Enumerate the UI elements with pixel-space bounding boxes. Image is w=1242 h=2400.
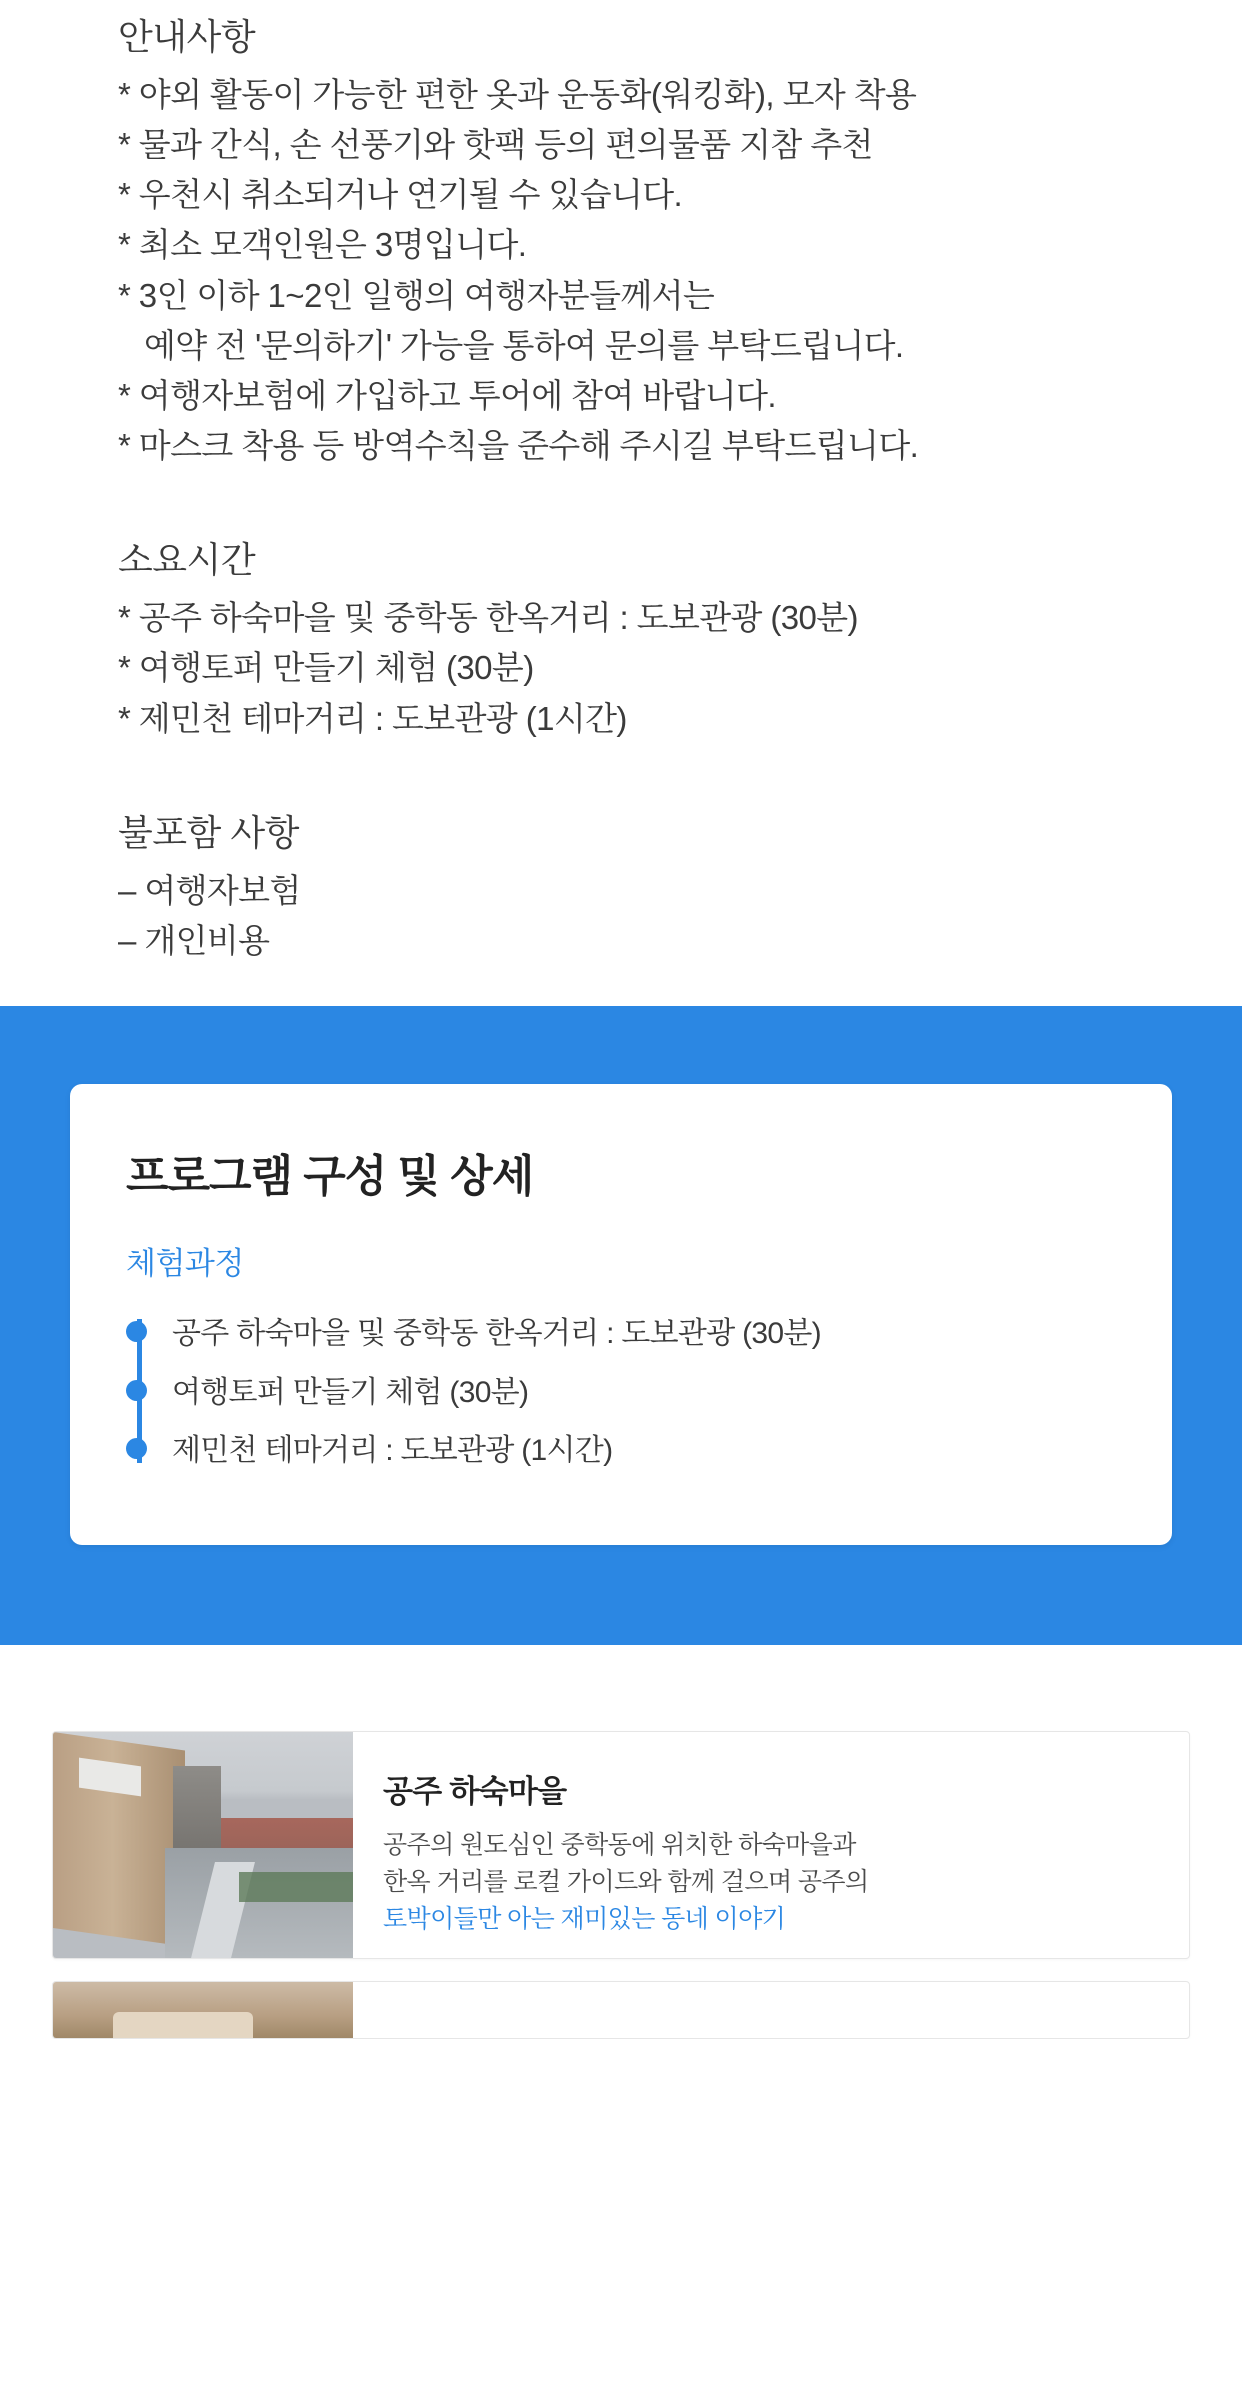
notice-block-duration xyxy=(118,533,1124,743)
timeline-dot-icon xyxy=(126,1380,147,1401)
spot-title: 공주 하숙마을 xyxy=(383,1773,567,1809)
notice-line: * 제민천 테마거리 : 도보관광 (1시간) xyxy=(118,699,627,737)
notice-section xyxy=(0,0,1242,1006)
program-timeline xyxy=(126,1305,1116,1481)
notice-block-guide xyxy=(118,10,1124,471)
timeline-dot-icon xyxy=(126,1438,147,1459)
program-card xyxy=(70,1084,1172,1545)
spot-card[interactable] xyxy=(52,1731,1190,1959)
spot-body xyxy=(353,1732,1189,1958)
notice-line: – 여행자보험 xyxy=(118,871,301,909)
notice-line: * 여행토퍼 만들기 체험 (30분) xyxy=(118,649,534,687)
spot-list xyxy=(0,1645,1242,2039)
timeline-item-label: 제민천 테마거리 : 도보관광 (1시간) xyxy=(172,1434,613,1468)
notice-line: * 3인 이하 1~2인 일행의 여행자분들께서는 xyxy=(118,276,715,314)
program-title: 프로그램 구성 및 상세 xyxy=(126,1152,534,1202)
notice-heading: 불포함 사항 xyxy=(118,811,299,853)
timeline-item xyxy=(172,1364,1116,1423)
spot-body xyxy=(353,1982,1189,2038)
notice-line: * 야외 활동이 가능한 편한 옷과 운동화(워킹화), 모자 착용 xyxy=(118,76,917,113)
notice-line: * 공주 하숙마을 및 중학동 한옥거리 : 도보관광 (30분) xyxy=(118,599,858,637)
program-section xyxy=(0,1006,1242,1645)
spot-description-link[interactable]: 토박이들만 아는 재미있는 동네 이야기 xyxy=(383,1904,786,1933)
spot-card[interactable] xyxy=(52,1981,1190,2039)
notice-heading: 소요시간 xyxy=(118,539,256,581)
spot-description xyxy=(383,1827,1159,1938)
notice-line: * 마스크 착용 등 방역수칙을 준수해 주시길 부탁드립니다. xyxy=(118,427,919,465)
program-subtitle: 체험과정 xyxy=(126,1246,244,1282)
timeline-item-label: 여행토퍼 만들기 체험 (30분) xyxy=(172,1375,529,1409)
notice-line: * 물과 간식, 손 선풍기와 핫팩 등의 편의물품 지참 추천 xyxy=(118,126,873,164)
spot-photo xyxy=(53,1982,353,2038)
spot-photo xyxy=(53,1732,353,1958)
notice-line: * 우천시 취소되거나 연기될 수 있습니다. xyxy=(118,176,683,214)
notice-line: – 개인비용 xyxy=(118,921,270,959)
timeline-dot-icon xyxy=(126,1321,147,1342)
spot-description-line: 공주의 원도심인 중학동에 위치한 하숙마을과 xyxy=(383,1830,856,1859)
spot-description-line: 한옥 거리를 로컬 가이드와 함께 걸으며 공주의 xyxy=(383,1867,869,1896)
timeline-item xyxy=(172,1422,1116,1481)
timeline-item-label: 공주 하숙마을 및 중학동 한옥거리 : 도보관광 (30분) xyxy=(172,1317,821,1351)
notice-line: * 최소 모객인원은 3명입니다. xyxy=(118,226,527,264)
timeline-item xyxy=(172,1305,1116,1364)
notice-block-exclusions xyxy=(118,806,1124,966)
notice-heading: 안내사항 xyxy=(118,16,256,57)
notice-line: * 여행자보험에 가입하고 투어에 참여 바랍니다. xyxy=(118,376,776,414)
notice-line: 예약 전 '문의하기' 가능을 통하여 문의를 부탁드립니다. xyxy=(144,326,904,364)
